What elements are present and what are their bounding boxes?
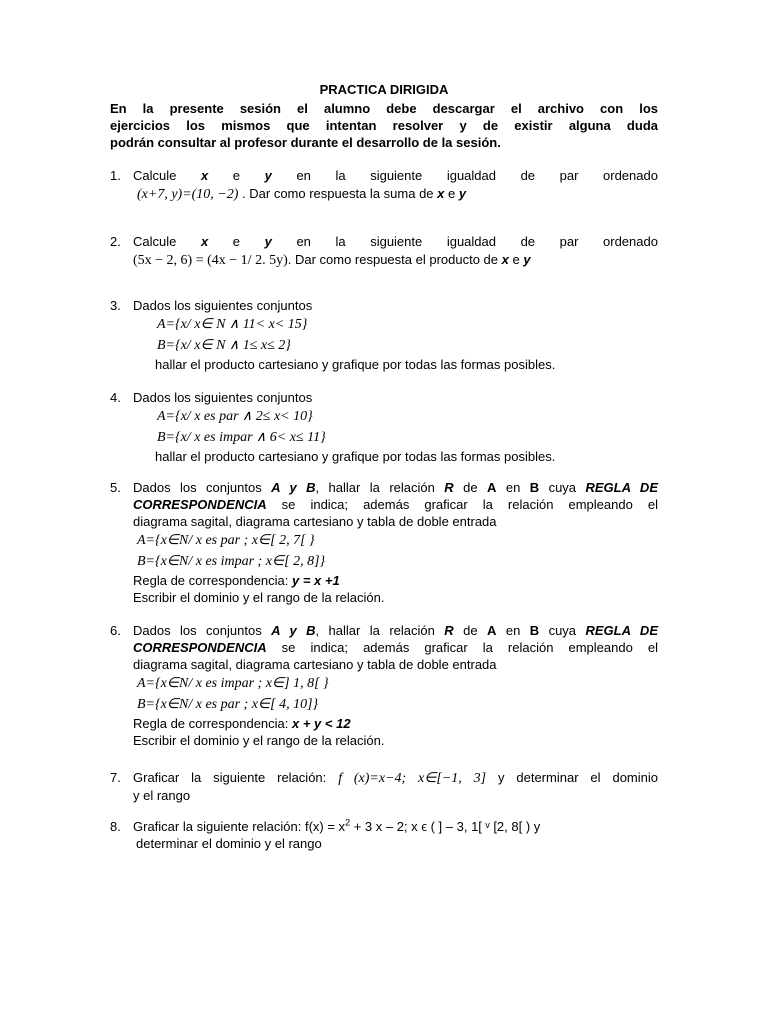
exercise-line: (5x − 2, 6) = (4x − 1/ 2. 5y). Dar como respuesta el producto de x e y <box>133 252 531 268</box>
set-b: B={x/ x es impar ∧ 6< x≤ 11} <box>157 430 326 445</box>
exercise-5 <box>110 479 658 606</box>
exercise-number: 1. <box>110 168 121 183</box>
exercise-number: 2. <box>110 234 121 249</box>
set-a: A={x/ x∈ N ∧ 11< x< 15} <box>157 317 308 332</box>
exercise-line: CORRESPONDENCIA se indica; además graficar la relación empleando el <box>133 640 658 655</box>
intro-paragraph <box>110 100 658 151</box>
exercise-line: diagrama sagital, diagrama cartesiano y tabla de doble entrada <box>133 657 497 672</box>
exercise-number: 3. <box>110 298 121 313</box>
ordered-pair-equation: (5x − 2, 6) = (4x − 1/ 2. 5y) <box>133 253 288 268</box>
exercise-4 <box>110 389 658 465</box>
exercise-line: Dados los conjuntos A y B, hallar la relación R de A en B cuya REGLA DE <box>133 480 658 495</box>
intro-line: ejercicios los mismos que intentan resolver y de existir alguna duda <box>110 118 658 133</box>
set-a: A={x/ x es par ∧ 2≤ x< 10} <box>157 409 313 424</box>
page-title: PRACTICA DIRIGIDA <box>319 82 449 97</box>
exercise-line: determinar el dominio y el rango <box>136 836 322 851</box>
exercise-line: Graficar la siguiente relación: f (x)=x−4; x∈[−1, 3] y determinar el dominio <box>133 770 658 786</box>
exercise-line: Escribir el dominio y el rango de la relación. <box>133 733 385 748</box>
set-b: B={x∈N/ x es par ; x∈[ 4, 10]} <box>137 697 319 712</box>
exercise-number: 6. <box>110 623 121 638</box>
function-definition: f (x)=x−4; x∈[−1, 3] <box>338 771 487 786</box>
exercise-line: Calcule x e y en la siguiente igualdad de par ordenado <box>133 234 658 249</box>
exercise-6 <box>110 622 658 749</box>
exercise-line: hallar el producto cartesiano y grafique por todas las formas posibles. <box>155 449 556 464</box>
exercise-line: Escribir el dominio y el rango de la relación. <box>133 590 385 605</box>
set-a: A={x∈N/ x es impar ; x∈] 1, 8[ } <box>137 676 329 691</box>
set-a: A={x∈N/ x es par ; x∈[ 2, 7[ } <box>137 533 315 548</box>
exercise-number: 5. <box>110 480 121 495</box>
set-b: B={x/ x∈ N ∧ 1≤ x≤ 2} <box>157 338 291 353</box>
exercise-number: 8. <box>110 819 121 834</box>
exercise-line: Dados los siguientes conjuntos <box>133 390 313 405</box>
ordered-pair-equation: (x+7, y)=(10, −2) <box>137 187 239 202</box>
exercise-8 <box>110 818 658 852</box>
exercise-number: 7. <box>110 770 121 785</box>
exercise-number: 4. <box>110 390 121 405</box>
exercise-7 <box>110 769 658 804</box>
set-b: B={x∈N/ x es impar ; x∈[ 2, 8]} <box>137 554 326 569</box>
correspondence-rule: Regla de correspondencia: y = x +1 <box>133 573 340 588</box>
exercise-line: diagrama sagital, diagrama cartesiano y tabla de doble entrada <box>133 514 497 529</box>
exercise-line: y el rango <box>133 788 191 803</box>
intro-line: podrán consultar al profesor durante el desarrollo de la sesión. <box>110 135 501 150</box>
exercise-line: Graficar la siguiente relación: $f(x) = x^2 + 3$ x – 2; x ϵ ( ] – 3, 1[ ᵛ [2, 8[ ) y <box>133 817 541 834</box>
exercise-line: hallar el producto cartesiano y grafique por todas las formas posibles. <box>155 357 556 372</box>
exercise-line: (x+7, y)=(10, −2) . Dar como respuesta la suma de x e y <box>133 184 658 205</box>
correspondence-rule: Regla de correspondencia: x + y < 12 <box>133 716 351 731</box>
exercise-line: Dados los siguientes conjuntos <box>133 298 313 313</box>
exercise-3 <box>110 297 658 373</box>
exercise-2 <box>110 233 658 271</box>
exercise-line: Calcule x e y en la siguiente igualdad de par ordenado <box>133 168 658 183</box>
intro-line: En la presente sesión el alumno debe descargar el archivo con los <box>110 101 658 116</box>
exercise-line: Dados los conjuntos A y B, hallar la relación R de A en B cuya REGLA DE <box>133 623 658 638</box>
document-page <box>110 82 658 852</box>
exercise-line: CORRESPONDENCIA se indica; además graficar la relación empleando el <box>133 497 658 512</box>
exercise-1 <box>110 167 658 205</box>
